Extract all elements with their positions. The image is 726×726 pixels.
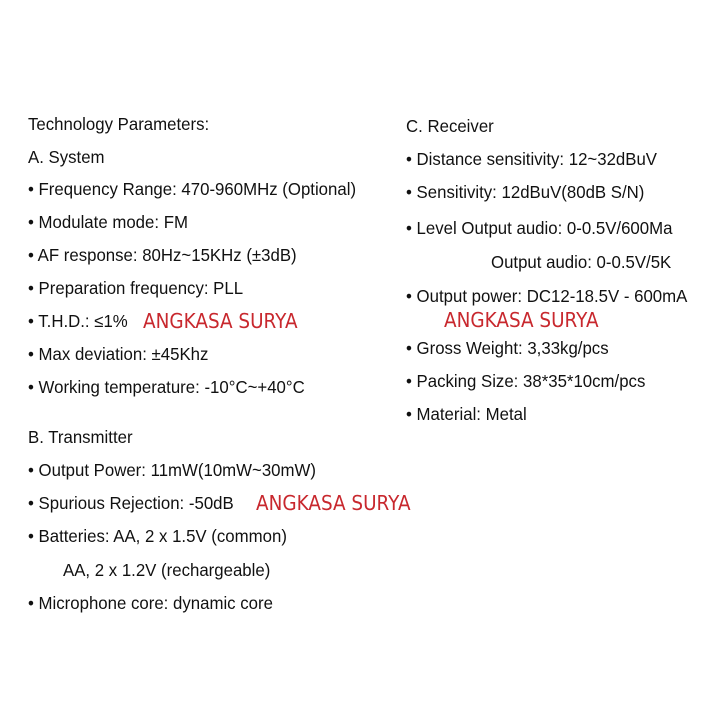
spec-item: • Max deviation: ±45Khz (28, 344, 209, 364)
spec-item: • AF response: 80Hz~15KHz (±3dB) (28, 245, 297, 265)
spec-item: • Packing Size: 38*35*10cm/pcs (406, 371, 646, 391)
spec-item: • Distance sensitivity: 12~32dBuV (406, 149, 658, 169)
spec-item: • Output Power: 11mW(10mW~30mW) (28, 460, 316, 480)
system-heading: A. System (28, 147, 105, 167)
title: Technology Parameters: (28, 114, 210, 134)
spec-item: • Microphone core: dynamic core (28, 593, 273, 613)
spec-item: • Modulate mode: FM (28, 212, 188, 232)
spec-item: • T.H.D.: ≤1% (28, 311, 128, 331)
spec-item: • Batteries: AA, 2 x 1.5V (common) (28, 526, 287, 546)
spec-item: • Sensitivity: 12dBuV(80dB S/N) (406, 182, 645, 202)
spec-item: • Output power: DC12-18.5V - 600mA (406, 286, 688, 306)
spec-item: • Spurious Rejection: -50dB (28, 493, 234, 513)
watermark: ANGKASA SURYA (256, 491, 411, 515)
watermark: ANGKASA SURYA (143, 309, 298, 333)
spec-item: • Preparation frequency: PLL (28, 278, 244, 298)
spec-item: • Level Output audio: 0-0.5V/600Ma (406, 218, 673, 238)
spec-item: • Gross Weight: 3,33kg/pcs (406, 338, 609, 358)
spec-item: Output audio: 0-0.5V/5K (491, 252, 672, 272)
spec-item: AA, 2 x 1.2V (rechargeable) (63, 560, 271, 580)
spec-item: • Material: Metal (406, 404, 527, 424)
spec-item: • Working temperature: -10°C~+40°C (28, 377, 305, 397)
transmitter-heading: B. Transmitter (28, 427, 133, 447)
spec-item: • Frequency Range: 470-960MHz (Optional) (28, 179, 357, 199)
receiver-heading: C. Receiver (406, 116, 494, 136)
watermark: ANGKASA SURYA (444, 308, 599, 332)
